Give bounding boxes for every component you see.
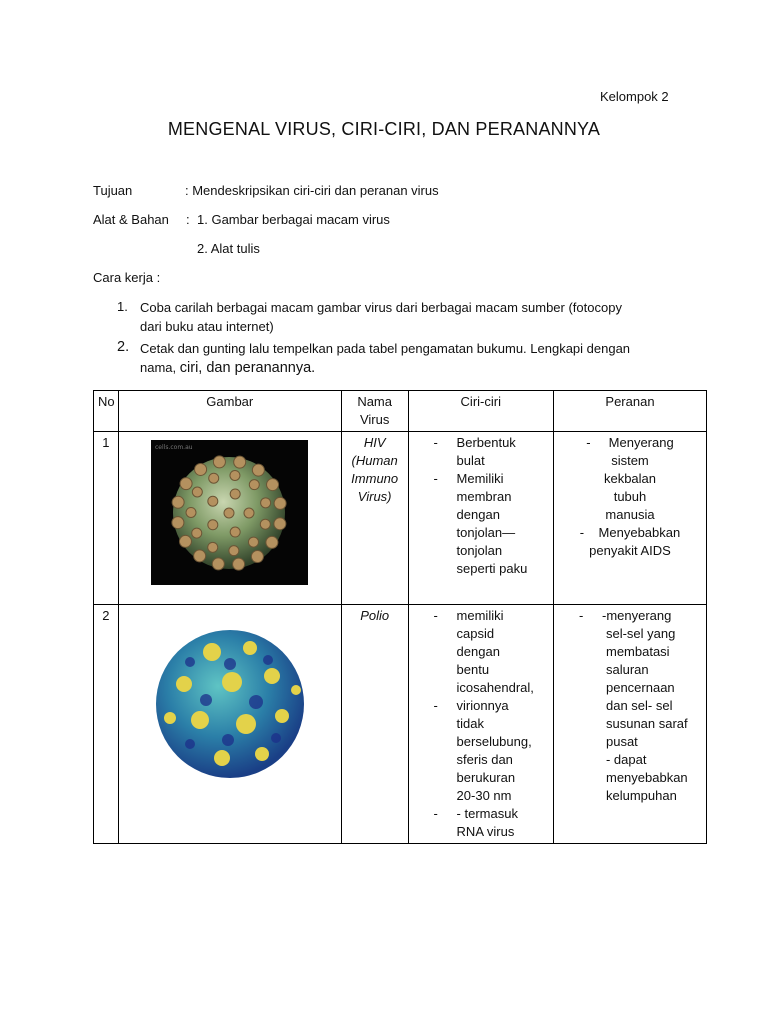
hiv-spike xyxy=(172,517,184,529)
peranan-line: sel-sel yang xyxy=(605,626,676,641)
hiv-virus-image xyxy=(151,440,308,585)
step-2-line2b: ciri, dan peranannya. xyxy=(179,360,316,376)
observation-table xyxy=(93,390,707,844)
header-peranan: Peranan xyxy=(553,391,706,432)
ciri-cell xyxy=(408,605,553,844)
peranan-line: tubuh xyxy=(613,489,647,504)
alat-item-1: 1. Gambar berbagai macam virus xyxy=(197,212,390,227)
hiv-spike xyxy=(252,551,264,563)
virus-name-cell xyxy=(341,432,408,605)
ciri-line: tonjolan— xyxy=(456,525,516,540)
polio-surface-spot xyxy=(291,685,301,695)
step-2-number: 2. xyxy=(117,339,130,355)
peranan-item xyxy=(558,524,702,560)
hiv-spike xyxy=(193,487,203,497)
polio-depression xyxy=(263,655,273,665)
page-title: MENGENAL VIRUS, CIRI-CIRI, DAN PERANANNYA xyxy=(167,119,601,139)
hiv-spike xyxy=(229,546,239,556)
peranan-line: susunan saraf xyxy=(605,716,688,731)
hiv-spike xyxy=(213,558,225,570)
hiv-spike xyxy=(186,507,196,517)
step-1-number: 1. xyxy=(117,299,128,314)
virus-name-line: (Human xyxy=(351,453,398,468)
hiv-spike xyxy=(192,528,202,538)
virus-name-line: HIV xyxy=(363,435,386,450)
polio-surface-spot xyxy=(176,676,192,692)
ciri-line: tonjolan xyxy=(456,543,503,558)
polio-depression xyxy=(222,734,234,746)
peranan-line: - dapat xyxy=(605,752,647,767)
hiv-spike xyxy=(233,558,245,570)
ciri-line: sferis dan xyxy=(456,752,513,767)
polio-surface-spot xyxy=(222,672,242,692)
polio-depression xyxy=(271,733,281,743)
hiv-spike xyxy=(274,497,286,509)
cara-kerja-label: Cara kerja : xyxy=(93,270,161,285)
header-nama-line1: Nama xyxy=(357,394,392,409)
polio-depression xyxy=(185,657,195,667)
polio-virus-image xyxy=(150,624,310,784)
polio-virus-illustration xyxy=(150,624,310,784)
header-nama-virus xyxy=(341,391,408,432)
hiv-spike xyxy=(172,496,184,508)
tujuan-label: Tujuan xyxy=(93,183,133,198)
ciri-item xyxy=(409,434,549,470)
ciri-line: Berbentuk xyxy=(456,435,516,450)
hiv-spike xyxy=(253,464,265,476)
hiv-spike xyxy=(208,542,218,552)
polio-depression xyxy=(249,695,263,709)
peranan-line: kekbalan xyxy=(603,471,657,486)
hiv-spike xyxy=(274,518,286,530)
hiv-spike xyxy=(208,496,218,506)
dash-mark: - xyxy=(578,608,584,623)
step-2-text xyxy=(140,339,630,378)
step-1-line2: dari buku atau internet) xyxy=(140,319,274,334)
hiv-spike xyxy=(195,463,207,475)
peranan-line: saluran xyxy=(605,662,649,677)
step-2-line1: Cetak dan gunting lalu tempelkan pada tabel pengamatan bukumu. Lengkapi dengan xyxy=(140,341,631,356)
polio-surface-spot xyxy=(214,750,230,766)
polio-surface-spot xyxy=(236,714,256,734)
hiv-spike xyxy=(230,470,240,480)
hiv-spike xyxy=(261,498,271,508)
ciri-line: memiliki xyxy=(456,608,504,623)
header-no: No xyxy=(94,391,119,432)
image-cell xyxy=(118,432,341,605)
header-ciri: Ciri-ciri xyxy=(408,391,553,432)
polio-surface-spot xyxy=(275,709,289,723)
peranan-line: dan sel- sel xyxy=(605,698,673,713)
peranan-item xyxy=(558,434,702,524)
ciri-line: tidak xyxy=(456,716,485,731)
tujuan-value: : Mendeskripsikan ciri-ciri dan peranan virus xyxy=(185,183,439,198)
ciri-line: membran xyxy=(456,489,512,504)
peranan-cell xyxy=(553,432,706,605)
virus-name-line: Polio xyxy=(360,608,390,623)
hiv-spike xyxy=(224,508,234,518)
peranan-line: menyebabkan xyxy=(605,770,688,785)
virus-name-line: Virus) xyxy=(357,489,392,504)
hiv-spike xyxy=(267,479,279,491)
peranan-line: Menyebabkan xyxy=(598,525,681,540)
polio-surface-spot xyxy=(191,711,209,729)
polio-surface-spot xyxy=(255,747,269,761)
ciri-line: berukuran xyxy=(456,770,516,785)
hiv-spike xyxy=(230,527,240,537)
polio-depression xyxy=(185,739,195,749)
peranan-cell xyxy=(553,605,706,844)
step-2-line2a: nama, xyxy=(140,360,177,375)
hiv-spike xyxy=(230,489,240,499)
virus-name-cell xyxy=(341,605,408,844)
group-label: Kelompok 2 xyxy=(600,89,669,104)
hiv-spike xyxy=(194,550,206,562)
ciri-line: Memiliki xyxy=(456,471,504,486)
peranan-line: manusia xyxy=(605,507,655,522)
alat-item-2: 2. Alat tulis xyxy=(197,241,260,256)
hiv-spike xyxy=(234,456,246,468)
ciri-cell xyxy=(408,432,553,605)
row-number: 1 xyxy=(94,432,119,605)
dash-mark: - xyxy=(586,435,609,450)
step-1-text xyxy=(140,298,622,336)
peranan-continuation xyxy=(554,625,702,805)
ciri-line: RNA virus xyxy=(456,824,515,839)
hiv-spike xyxy=(249,537,259,547)
hiv-spike xyxy=(250,480,260,490)
dash-mark: - xyxy=(579,525,599,540)
hiv-virus-illustration xyxy=(151,440,308,585)
table-row xyxy=(94,432,707,605)
ciri-line: seperti paku xyxy=(456,561,528,576)
peranan-line: pusat xyxy=(605,734,638,749)
ciri-line: bentu xyxy=(456,662,490,677)
table-row xyxy=(94,605,707,844)
image-watermark: cells.com.au xyxy=(155,444,193,451)
polio-depression xyxy=(224,658,236,670)
peranan-line: penyakit AIDS xyxy=(589,543,671,558)
ciri-item xyxy=(409,697,549,805)
peranan-line: membatasi xyxy=(605,644,670,659)
hiv-spike xyxy=(208,520,218,530)
ciri-line: dengan xyxy=(456,644,500,659)
polio-surface-spot xyxy=(243,641,257,655)
polio-surface-spot xyxy=(164,712,176,724)
peranan-line: -menyerang xyxy=(601,608,672,623)
header-nama-line2: Virus xyxy=(359,412,390,427)
polio-depression xyxy=(200,694,212,706)
row-number: 2 xyxy=(94,605,119,844)
ciri-line: virionnya xyxy=(456,698,509,713)
ciri-line: bulat xyxy=(456,453,485,468)
step-1-line1: Coba carilah berbagai macam gambar virus dari berbagai macam sumber (fotocopy xyxy=(140,300,622,315)
hiv-spike xyxy=(214,456,226,468)
ciri-line: icosahendral, xyxy=(456,680,534,695)
peranan-line: pencernaan xyxy=(605,680,675,695)
ciri-item xyxy=(409,607,549,697)
hiv-spike xyxy=(180,478,192,490)
polio-surface-spot xyxy=(203,643,221,661)
peranan-line: Menyerang xyxy=(608,435,674,450)
ciri-line: dengan xyxy=(456,507,500,522)
peranan-line: sistem xyxy=(611,453,649,468)
ciri-line: - termasuk xyxy=(456,806,518,821)
ciri-item xyxy=(409,805,549,841)
virus-name-line: Immuno xyxy=(351,471,399,486)
hiv-spike xyxy=(180,535,192,547)
peranan-item xyxy=(554,607,702,625)
polio-surface-spot xyxy=(264,668,280,684)
header-gambar: Gambar xyxy=(118,391,341,432)
alat-label: Alat & Bahan xyxy=(93,212,169,227)
ciri-item xyxy=(409,470,549,578)
ciri-line: berselubung, xyxy=(456,734,532,749)
hiv-spike xyxy=(261,519,271,529)
ciri-line: capsid xyxy=(456,626,495,641)
alat-separator: : xyxy=(186,212,190,227)
table-header-row xyxy=(94,391,707,432)
image-cell xyxy=(118,605,341,844)
hiv-spike xyxy=(244,508,254,518)
hiv-spike xyxy=(209,473,219,483)
ciri-line: 20-30 nm xyxy=(456,788,512,803)
peranan-line: kelumpuhan xyxy=(605,788,677,803)
hiv-spike xyxy=(266,536,278,548)
